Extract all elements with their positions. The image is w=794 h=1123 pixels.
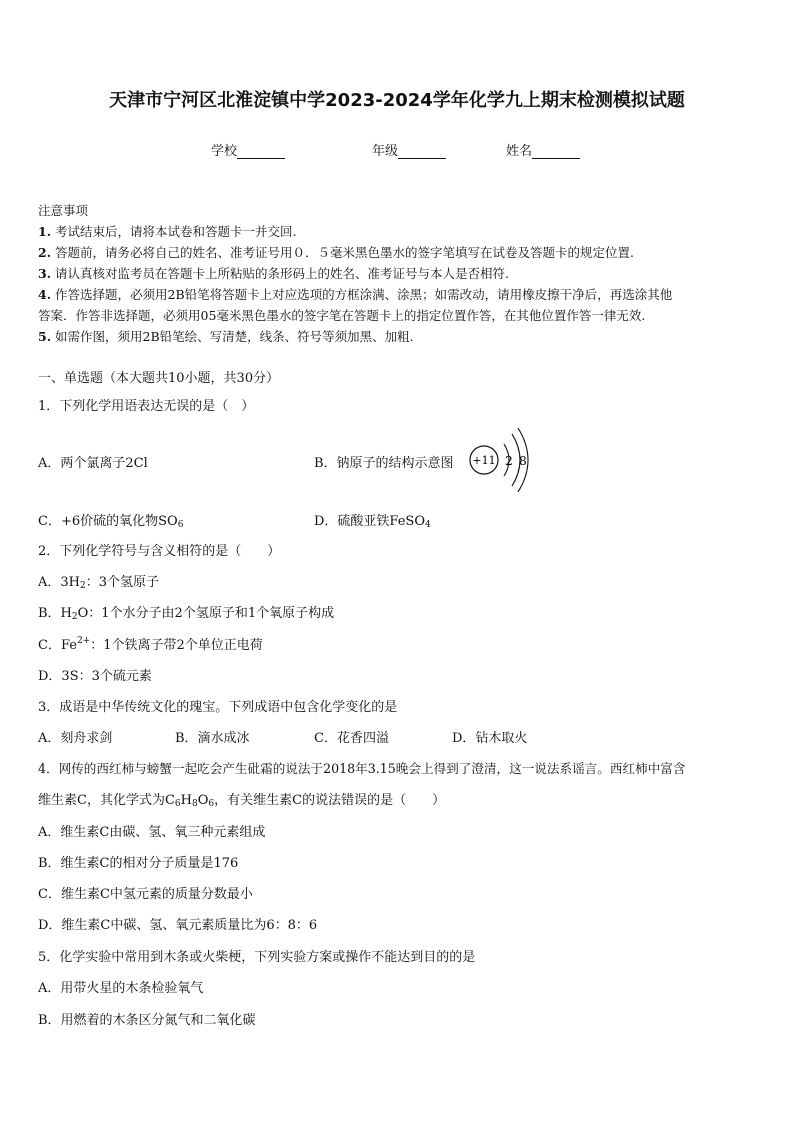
q1-option-c[interactable] [38, 510, 183, 530]
q2-option-a-post: ：3个氢原子 [85, 575, 160, 590]
q1-option-c-text: C．+6价硫的氧化物SO [38, 514, 178, 529]
note-item [38, 221, 672, 242]
note-num: 3. [38, 266, 52, 281]
sodium-atom-diagram [466, 424, 536, 496]
page-title: 天津市宁河区北淮淀镇中学2023-2024学年化学九上期末检测模拟试题 [109, 90, 685, 111]
q2-option-b-pre: B．H [38, 606, 72, 621]
shell-2-electrons: 8 [519, 454, 527, 468]
note-item [38, 284, 672, 305]
q4-formula-o-count: 6 [208, 799, 215, 809]
note-text: 答题前，请务必将自己的姓名、准考证号用０．５毫米黑色墨水的签字笔填写在试卷及答题卡的规定位置. [55, 245, 635, 260]
notes-heading: 注意事项 [38, 203, 89, 218]
q4-option-b[interactable]: B．维生素C的相对分子质量是176 [38, 856, 239, 871]
q2-option-c-pre: C．Fe [38, 638, 77, 653]
school-field[interactable] [211, 140, 285, 159]
q3-option-c[interactable]: C．花香四溢 [314, 731, 389, 746]
q3-option-b[interactable]: B．滴水成冰 [175, 731, 250, 746]
name-label: 姓名 [506, 144, 533, 159]
note-text: 答案．作答非选择题，必须用05毫米黑色墨水的签字笔在答题卡上的指定位置作答，在其他位置作答一律无效. [38, 308, 646, 323]
q1-option-a[interactable]: A．两个氯离子2Cl [38, 456, 148, 471]
shell-1-electrons: 2 [505, 454, 513, 468]
nucleus-charge: +11 [472, 454, 496, 467]
note-item [38, 263, 672, 284]
note-item [38, 242, 672, 263]
q4-option-c[interactable]: C．维生素C中氢元素的质量分数最小 [38, 887, 253, 902]
q1-option-d-sub: 4 [425, 520, 431, 530]
note-text: 如需作图，须用2B铅笔绘、写清楚，线条、符号等须加黑、加粗. [55, 329, 414, 344]
note-text: 考试结束后，请将本试卷和答题卡一并交回. [55, 224, 297, 239]
q2-option-d[interactable]: D．3S：3个硫元素 [38, 669, 152, 684]
q2-option-c-sup: 2+ [76, 636, 91, 646]
q1-option-b[interactable]: B．钠原子的结构示意图 [314, 456, 454, 471]
q5-option-a[interactable]: A．用带火星的木条检验氧气 [38, 981, 204, 996]
q4-formula-h: H [180, 793, 192, 808]
note-num: 5. [38, 329, 52, 344]
notes-section [38, 200, 672, 347]
q4-option-a[interactable]: A．维生素C由碳、氢、氧三种元素组成 [38, 825, 266, 840]
q4-option-d[interactable]: D．维生素C中碳、氢、氧元素质量比为6：8：6 [38, 918, 318, 933]
q5-option-b[interactable]: B．用燃着的木条区分氮气和二氧化碳 [38, 1013, 256, 1028]
note-num: 1. [38, 224, 52, 239]
note-num: 4. [38, 287, 52, 302]
q2-option-b-sub: 2 [71, 612, 78, 622]
q5-stem: 5．化学实验中常用到木条或火柴梗，下列实验方案或操作不能达到目的的是 [38, 950, 476, 965]
note-text: 请认真核对监考员在答题卡上所粘贴的条形码上的姓名、准考证号与本人是否相符. [55, 266, 510, 281]
q3-option-a[interactable]: A．刻舟求剑 [38, 731, 113, 746]
grade-blank[interactable] [398, 144, 446, 159]
name-blank[interactable] [532, 144, 580, 159]
q4-stem-line1: 4．网传的西红柿与螃蟹一起吃会产生砒霜的说法于2018年3.15晚会上得到了澄清，这一说法系谣言。西红柿中富含 [38, 761, 686, 776]
q2-option-b-post: O：1个水分子由2个氢原子和1个氧原子构成 [77, 606, 335, 621]
q2-option-a[interactable] [38, 571, 159, 591]
q4-stem-line2 [38, 789, 445, 809]
grade-field[interactable] [372, 140, 446, 159]
q2-option-c-post: ：1个铁离子带2个单位正电荷 [90, 638, 263, 653]
name-field[interactable] [506, 140, 580, 159]
q4-formula-o: O [197, 793, 209, 808]
q1-option-d[interactable] [314, 510, 431, 530]
section-heading: 一、单选题（本大题共10小题，共30分） [38, 371, 280, 386]
q1-option-c-sub: 6 [177, 520, 184, 530]
q4-formula-c-count: 6 [174, 799, 181, 809]
note-item [38, 305, 672, 326]
q2-stem: 2．下列化学符号与含义相符的是（ ） [38, 544, 281, 559]
q4-stem-post: ，有关维生素C的说法错误的是（ ） [214, 793, 446, 808]
note-num: 2. [38, 245, 52, 260]
note-item [38, 326, 672, 347]
q3-stem: 3．成语是中华传统文化的瑰宝。下列成语中包含化学变化的是 [38, 700, 398, 715]
q1-stem: 1．下列化学用语表达无误的是（ ） [38, 399, 255, 414]
q4-stem-pre: 维生素C，其化学式为C [38, 793, 175, 808]
school-blank[interactable] [237, 144, 285, 159]
q2-option-b[interactable] [38, 602, 334, 622]
q2-option-a-sub: 2 [80, 581, 86, 591]
q2-option-a-pre: A．3H [38, 575, 80, 590]
q2-option-c[interactable] [38, 634, 263, 653]
school-label: 学校 [211, 144, 238, 159]
q1-option-d-text: D．硫酸亚铁FeSO [314, 514, 425, 529]
note-text: 作答选择题，必须用2B铅笔将答题卡上对应选项的方框涂满、涂黑；如需改动，请用橡皮擦干净后，再选涂其他 [55, 287, 673, 302]
grade-label: 年级 [372, 144, 399, 159]
q3-option-d[interactable]: D．钻木取火 [452, 731, 528, 746]
q4-formula-h-count: 8 [191, 799, 198, 809]
